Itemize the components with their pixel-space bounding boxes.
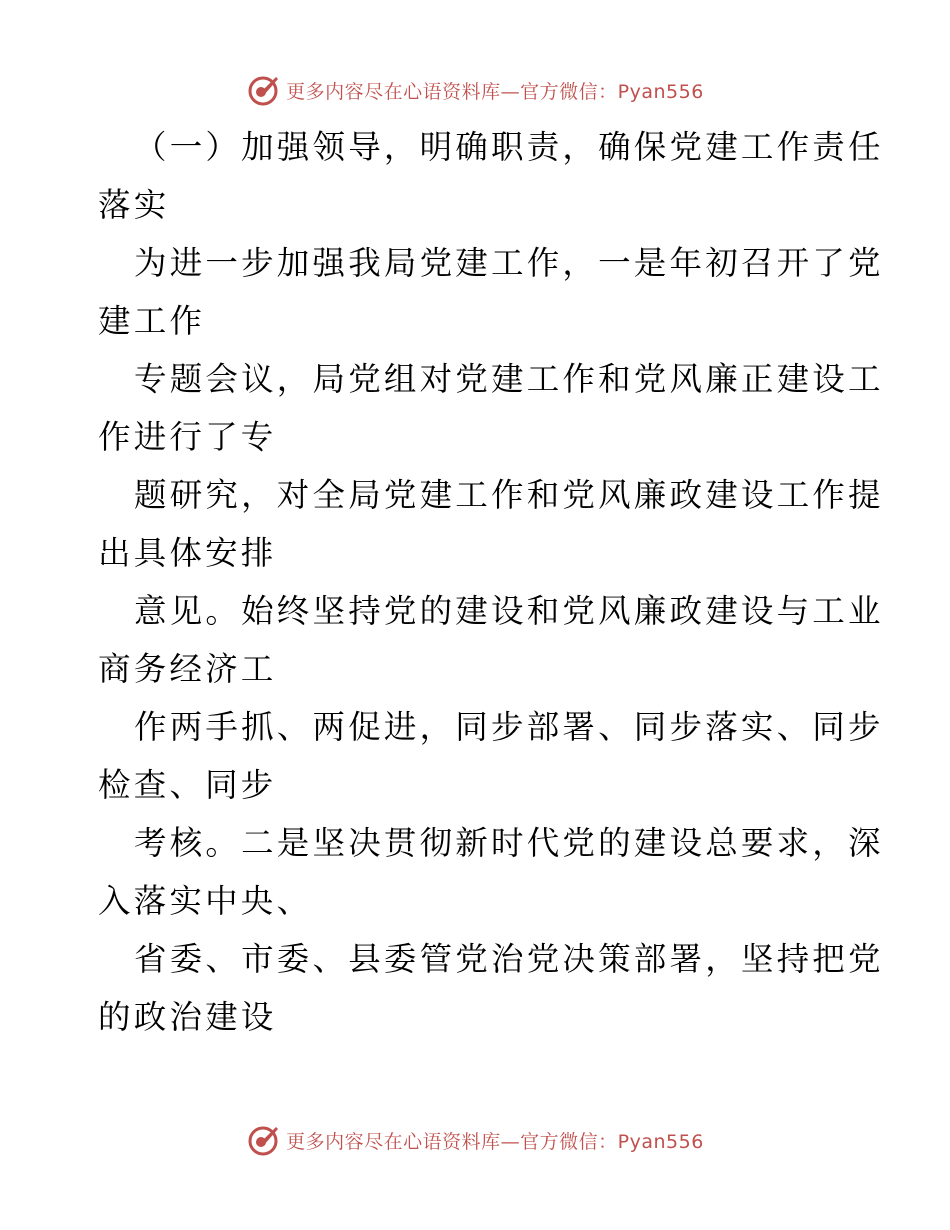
- body-line: 意见。始终坚持党的建设和党风廉政建设与工业: [134, 592, 884, 630]
- body-line: 入落实中央、: [98, 882, 313, 920]
- quill-seal-logo-icon: [246, 73, 280, 107]
- body-line: 作进行了专: [98, 418, 277, 456]
- watermark-text: [286, 1127, 704, 1154]
- body-line: 为进一步加强我局党建工作，一是年初召开了党: [134, 244, 884, 282]
- header-watermark: [0, 70, 950, 110]
- footer-watermark: [0, 1120, 950, 1160]
- quill-seal-logo-icon: [246, 1123, 280, 1157]
- body-line: 建工作: [98, 302, 206, 340]
- document-body: [98, 118, 884, 1046]
- body-line: 出具体安排: [98, 534, 277, 572]
- body-line: 检查、同步: [98, 766, 277, 804]
- body-line: 的政治建设: [98, 998, 277, 1036]
- body-line: 作两手抓、两促进，同步部署、同步落实、同步: [134, 708, 884, 746]
- body-line: 考核。二是坚决贯彻新时代党的建设总要求，深: [134, 824, 884, 862]
- body-line: 商务经济工: [98, 650, 277, 688]
- body-line: （一）加强领导，明确职责，确保党建工作责任: [134, 128, 884, 166]
- body-line: 专题会议，局党组对党建工作和党风廉正建设工: [134, 360, 884, 398]
- watermark-text: [286, 77, 704, 104]
- watermark-site-text: 更多内容尽在心语资料库—: [286, 1130, 521, 1153]
- watermark-site-text: 更多内容尽在心语资料库—: [286, 80, 521, 103]
- watermark-wechat-text: 官方微信：Pyan556: [520, 1130, 704, 1153]
- body-line: 落实: [98, 186, 170, 224]
- body-line: 省委、市委、县委管党治党决策部署，坚持把党: [134, 940, 884, 978]
- watermark-wechat-text: 官方微信：Pyan556: [520, 80, 704, 103]
- body-line: 题研究，对全局党建工作和党风廉政建设工作提: [134, 476, 884, 514]
